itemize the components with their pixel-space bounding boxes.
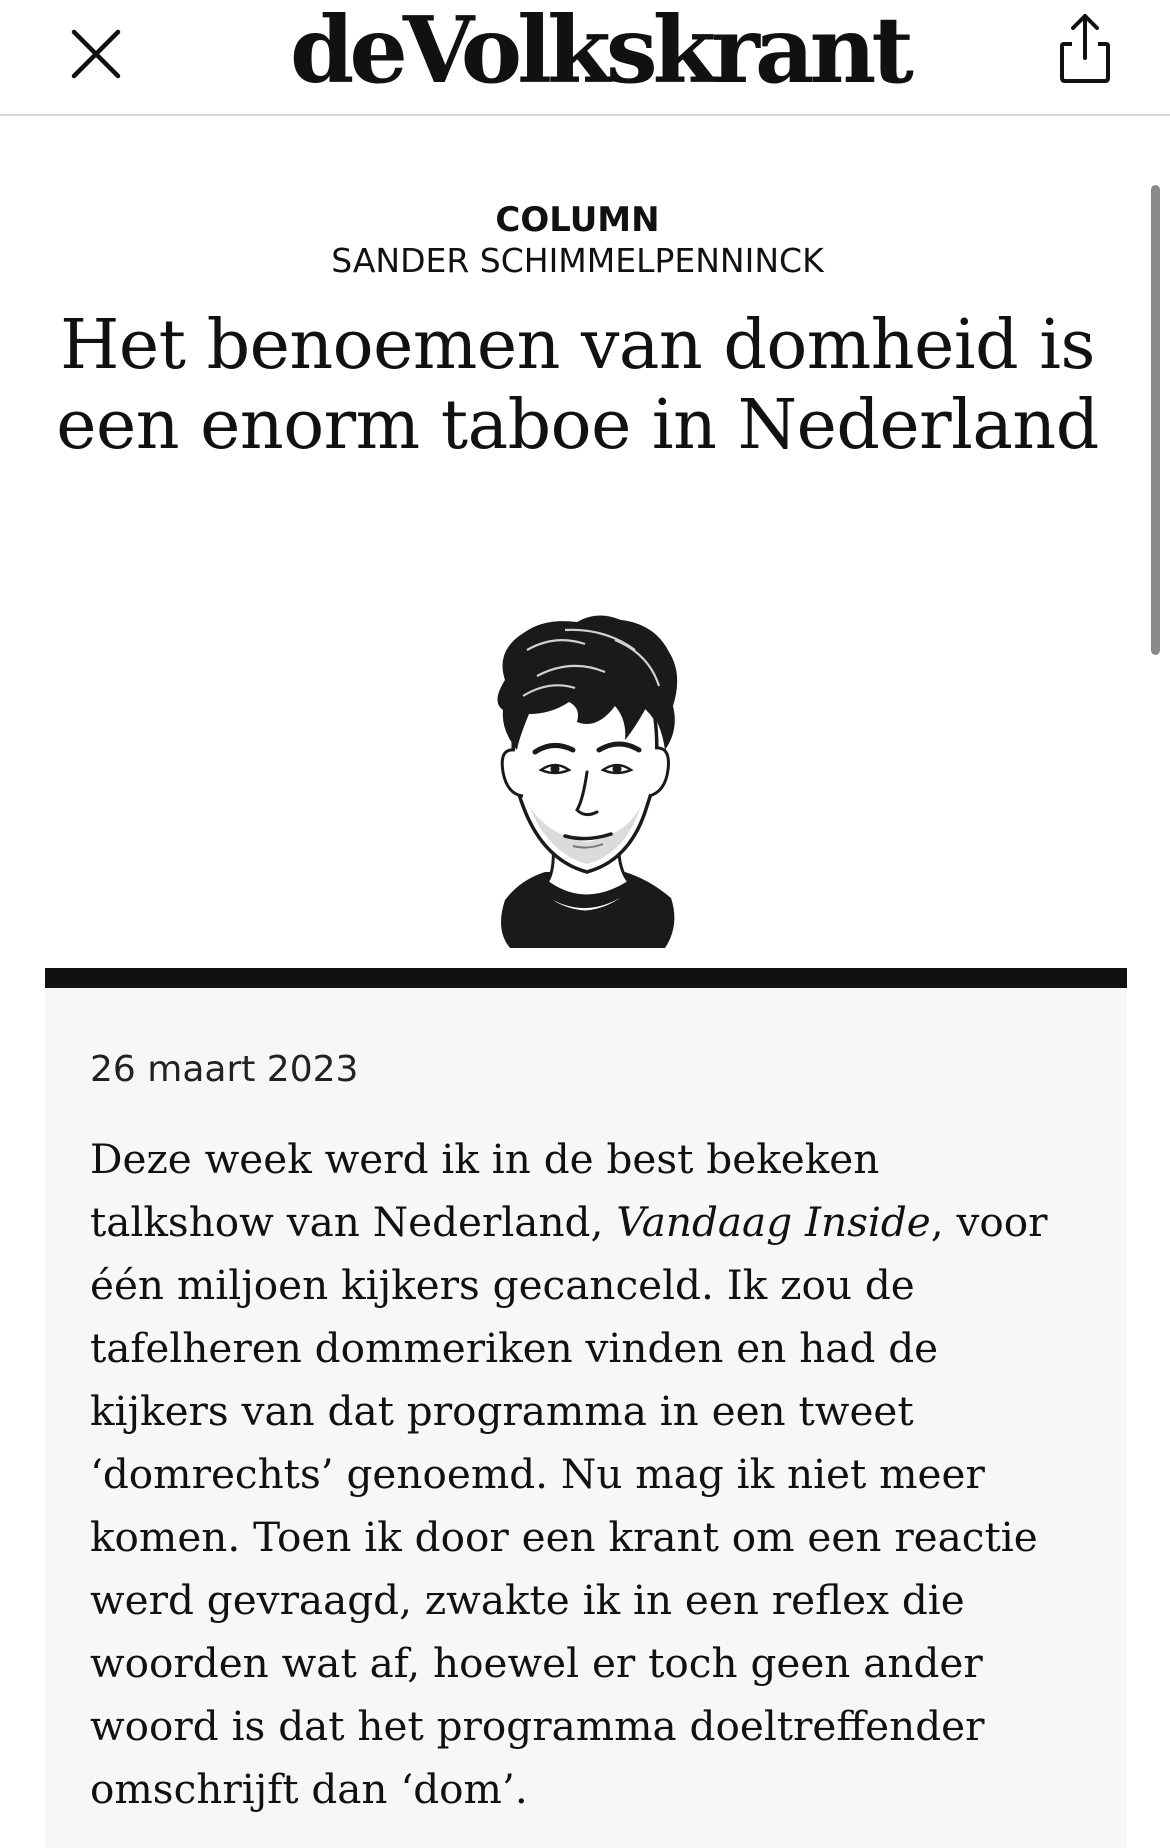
body-line: woord is dat het programma doeltreffender bbox=[90, 1702, 985, 1750]
body-line: werd gevraagd, zwakte ik in een reflex die bbox=[90, 1576, 965, 1624]
body-line: tafelheren dommeriken vinden en had de bbox=[90, 1324, 939, 1372]
article-body bbox=[90, 1128, 1090, 1821]
body-line: komen. Toen ik door een krant om een reactie bbox=[90, 1513, 1038, 1561]
article-headline bbox=[40, 306, 1115, 466]
body-text-segment: talkshow van Nederland, bbox=[90, 1198, 617, 1246]
body-line: Deze week werd ik in de best bekeken bbox=[90, 1135, 880, 1183]
body-line: kijkers van dat programma in een tweet bbox=[90, 1387, 914, 1435]
body-line: ‘domrechts’ genoemd. Nu mag ik niet meer bbox=[90, 1450, 985, 1498]
author-name[interactable]: SANDER SCHIMMELPENNINCK bbox=[331, 241, 824, 280]
body-line: één miljoen kijkers gecanceld. Ik zou de bbox=[90, 1261, 915, 1309]
top-bar bbox=[0, 0, 1170, 116]
close-icon bbox=[60, 18, 132, 90]
body-line bbox=[90, 1191, 1090, 1254]
share-button[interactable] bbox=[1050, 8, 1120, 88]
body-text-segment: , voor bbox=[930, 1198, 1048, 1246]
publication-logo: deVolkskrant bbox=[290, 0, 909, 104]
section-kicker: COLUMN bbox=[495, 200, 660, 240]
publication-date: 26 maart 2023 bbox=[90, 1049, 359, 1090]
article-top-rule bbox=[45, 968, 1127, 988]
body-line: woorden wat af, hoewel er toch geen ander bbox=[90, 1639, 983, 1687]
headline-line: Het benoemen van domheid is bbox=[60, 306, 1095, 385]
program-title: Vandaag Inside bbox=[616, 1198, 931, 1246]
author-portrait bbox=[465, 610, 705, 950]
body-line: omschrijft dan ‘dom’. bbox=[90, 1765, 528, 1813]
share-icon bbox=[1050, 8, 1120, 88]
close-button[interactable] bbox=[60, 18, 132, 90]
headline-line: een enorm taboe in Nederland bbox=[56, 386, 1099, 465]
